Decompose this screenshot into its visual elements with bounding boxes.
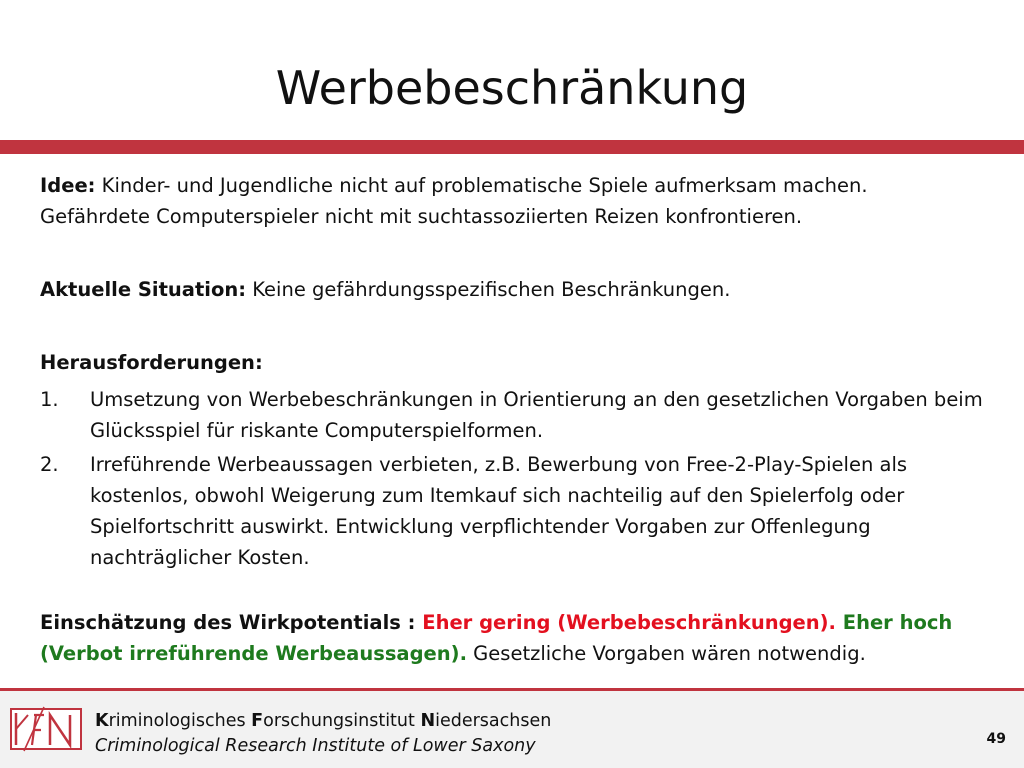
assessment-high-text-a: Eher hoch [835, 611, 953, 634]
assessment-paragraph [40, 607, 995, 669]
institute-name-en: Criminological Research Institute of Lower Saxony [95, 736, 536, 756]
slide-content [40, 170, 995, 669]
challenges-heading [40, 347, 995, 378]
situation-text: Keine gefährdungsspezifischen Beschränkungen. [246, 278, 731, 301]
list-item-number: 2. [40, 453, 59, 476]
idea-line-1: Kinder- und Jugendliche nicht auf problematische Spiele aufmerksam machen. [95, 174, 868, 197]
institute-name-de: Kriminologisches Forschungsinstitut Niedersachsen [95, 711, 552, 731]
situation-paragraph [40, 274, 995, 305]
slide-title: Werbebeschränkung [275, 61, 749, 115]
assessment-low-text: Eher gering (Werbebeschränkungen). [415, 611, 836, 634]
idea-line-2: Gefährdete Computerspieler nicht mit suchtassoziierten Reizen konfrontieren. [40, 205, 803, 228]
assessment-high-text-b: (Verbot irreführende Werbeaussagen). [40, 642, 467, 665]
challenges-list [40, 384, 995, 573]
assessment-tail-text: Gesetzliche Vorgaben wären notwendig. [466, 642, 866, 665]
challenges-label: Herausforderungen: [40, 351, 263, 374]
idea-label: Idee: [40, 174, 96, 197]
situation-label: Aktuelle Situation: [40, 278, 247, 301]
list-item [40, 449, 995, 573]
list-item-number: 1. [40, 388, 59, 411]
kfn-logo-icon [10, 705, 82, 753]
assessment-label: Einschätzung des Wirkpotentials : [40, 611, 416, 634]
title-divider-bar [0, 140, 1024, 154]
page-number: 49 [986, 731, 1006, 747]
institute-name [95, 709, 551, 759]
list-item-text: Umsetzung von Werbebeschränkungen in Orientierung an den gesetzlichen Vorgaben beim Glücksspiel für riskante Computerspielformen. [90, 388, 983, 442]
idea-paragraph [40, 170, 995, 232]
list-item [40, 384, 995, 446]
footer [0, 688, 1024, 768]
list-item-text: Irreführende Werbeaussagen verbieten, z.B. Bewerbung von Free-2-Play-Spielen als kostenlos, obwohl Weigerung zum Itemkauf sich nachteilig auf den Spielerfolg oder Spielfortschritt auswirkt. Entwicklung verpflichtender Vorgaben zur Offenlegung nachträglicher Kosten. [90, 453, 908, 569]
